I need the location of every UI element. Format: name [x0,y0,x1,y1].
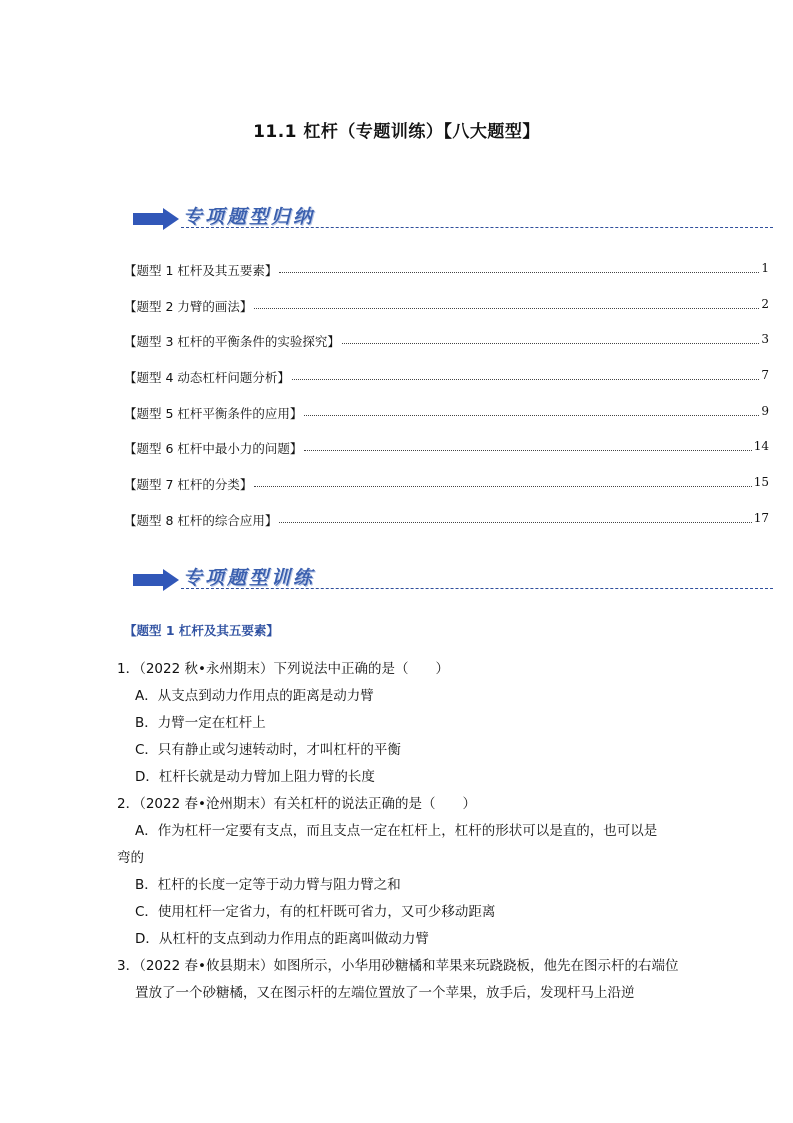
question-2-option-a: A．作为杠杆一定要有支点，而且支点一定在杠杆上，杠杆的形状可以是直的，也可以是 [135,823,658,839]
arrow-right-icon [133,569,179,591]
divider [181,227,773,228]
question-1-option-c: C．只有静止或匀速转动时，才叫杠杆的平衡 [135,742,401,758]
toc-item[interactable]: 【题型 5 杠杆平衡条件的应用】 9 [124,398,769,434]
table-of-contents [124,255,769,541]
toc-item[interactable]: 【题型 7 杠杆的分类】 15 [124,469,769,505]
question-1-option-a: A．从支点到动力作用点的距离是动力臂 [135,688,374,704]
question-2-option-d: D．从杠杆的支点到动力作用点的距离叫做动力臂 [135,931,429,947]
toc-item[interactable]: 【题型 3 杠杆的平衡条件的实验探究】 3 [124,326,769,362]
banner-summary-text: 专项题型归纳 [183,206,316,228]
question-2-option-c: C．使用杠杆一定省力，有的杠杆既可省力，又可少移动距离 [135,904,496,920]
page-title: 11.1 杠杆（专题训练）【八大题型】 [253,122,540,142]
banner-summary [133,200,773,240]
question-3-text: 3．（2022 春•攸县期末）如图所示，小华用砂糖橘和苹果来玩跷跷板，他先在图示杆的右端位置放了一个砂糖橘，又在图示杆的左端位置放了一个苹果，放手后，发现杆马上沿逆 [117,958,679,1001]
question-list [117,656,682,1007]
divider [181,588,773,589]
toc-item[interactable]: 【题型 4 动态杠杆问题分析】 7 [124,362,769,398]
banner-training-text: 专项题型训练 [183,567,316,589]
arrow-right-icon [133,208,179,230]
question-2-option-b: B．杠杆的长度一定等于动力臂与阻力臂之和 [135,877,401,893]
question-1-option-b: B．力臂一定在杠杆上 [135,715,266,731]
toc-item[interactable]: 【题型 6 杠杆中最小力的问题】 14 [124,433,769,469]
banner-training [133,561,773,601]
question-1-stem: 1．（2022 秋•永州期末）下列说法中正确的是（ ） [117,661,449,677]
toc-item[interactable]: 【题型 2 力臂的画法】 2 [124,291,769,327]
toc-item[interactable]: 【题型 1 杠杆及其五要素】 1 [124,255,769,291]
question-2-stem: 2．（2022 春•沧州期末）有关杠杆的说法正确的是（ ） [117,796,476,812]
toc-item[interactable]: 【题型 8 杠杆的综合应用】 17 [124,505,769,541]
section-heading: 【题型 1 杠杆及其五要素】 [124,623,279,638]
question-2-option-a-continued: 弯的 [117,850,144,866]
question-1-option-d: D．杠杆长就是动力臂加上阻力臂的长度 [135,769,375,785]
